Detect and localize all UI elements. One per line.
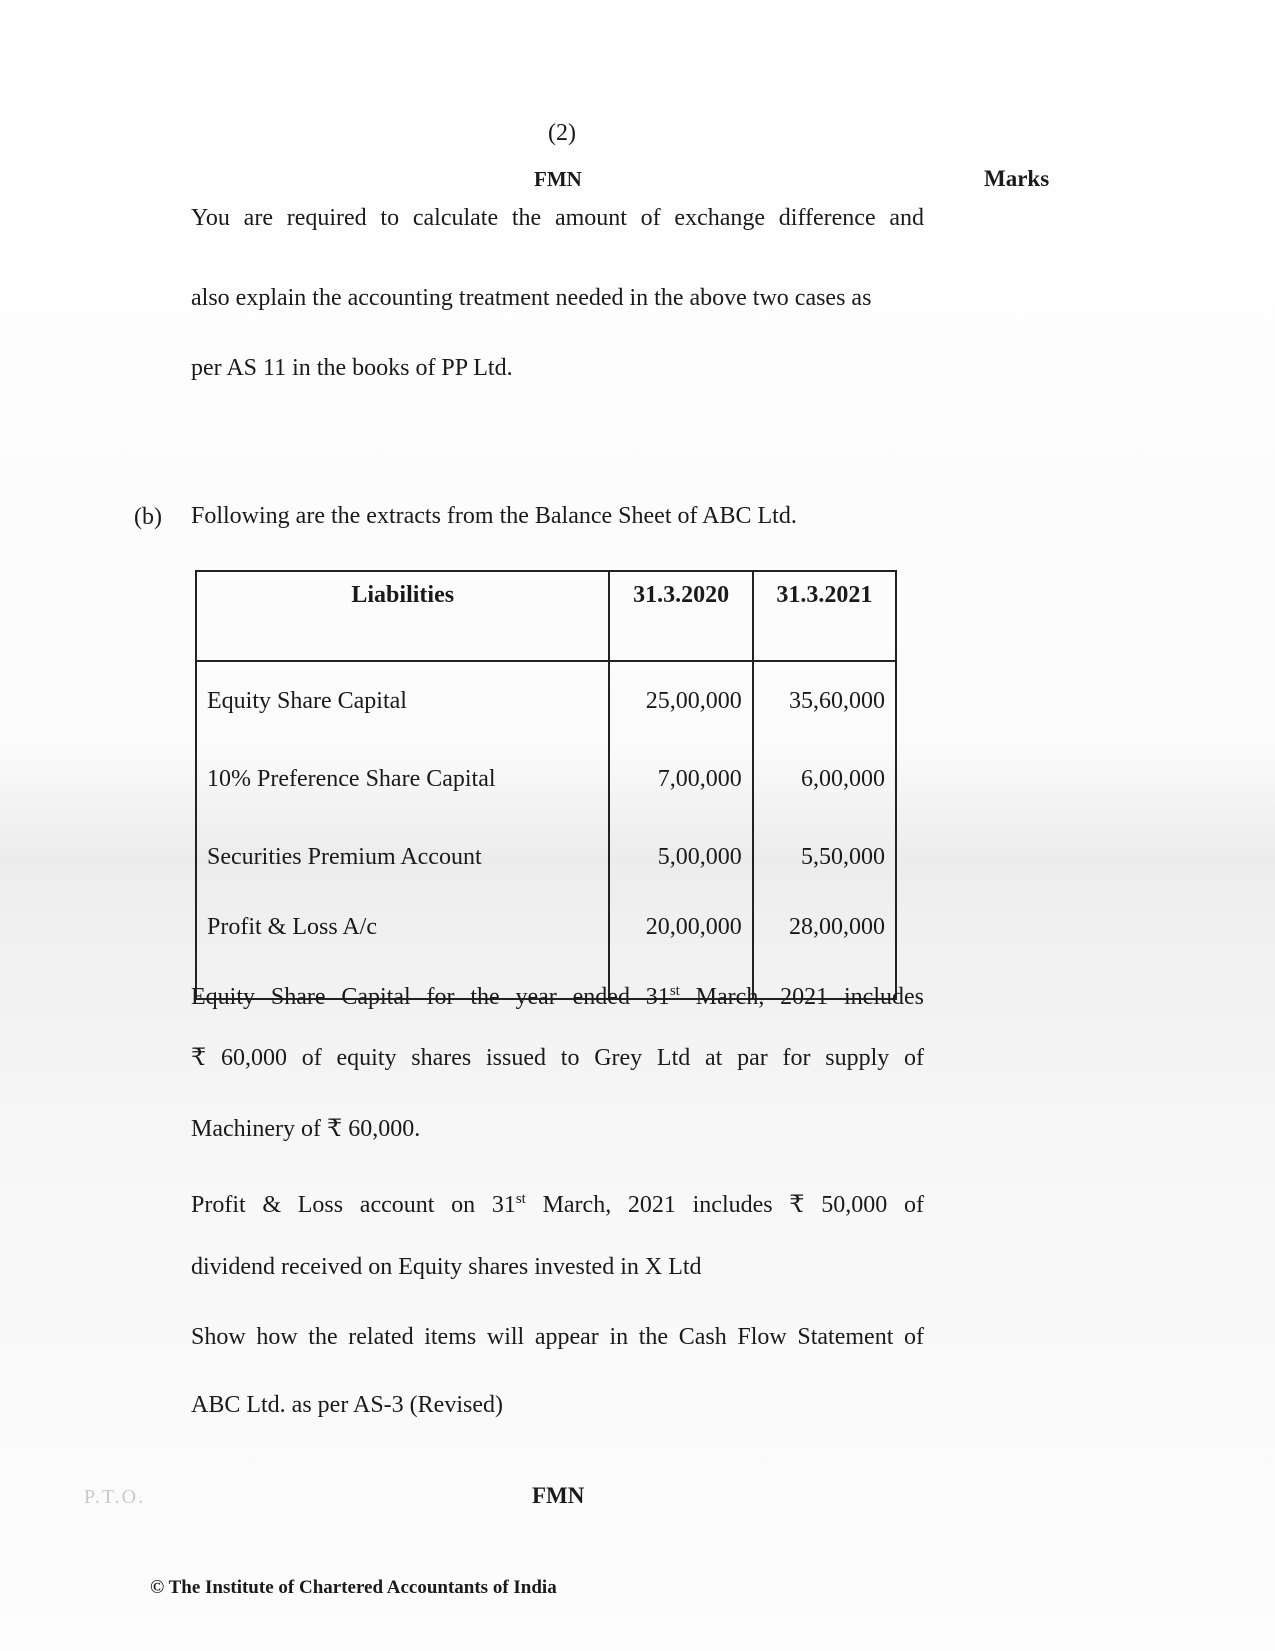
paper-code-footer: FMN [532,1483,585,1508]
note2-line-1: Profit & Loss account on 31st March, 2021 includes ₹ 50,000 of [191,1191,924,1218]
header-year-2021: 31.3.2021 [753,571,896,661]
table-row [196,818,896,896]
note1-line-1: Equity Share Capital for the year ended 31st March, 2021 includes [191,983,924,1010]
part-a-line-2: also explain the accounting treatment needed in the above two cases as [191,285,872,311]
copyright-footer: © The Institute of Chartered Accountants of India [150,1577,557,1598]
part-b-intro: Following are the extracts from the Balance Sheet of ABC Ltd. [191,503,797,529]
row-value-2020: 20,00,000 [609,896,752,999]
row-label: Securities Premium Account [196,818,609,896]
row-value-2020: 5,00,000 [609,818,752,896]
row-value-2021: 28,00,000 [753,896,896,999]
question-line-1: Show how the related items will appear in the Cash Flow Statement of [191,1324,924,1350]
row-label: Equity Share Capital [196,661,609,740]
row-value-2020: 25,00,000 [609,661,752,740]
row-value-2020: 7,00,000 [609,740,752,818]
note2-line-2: dividend received on Equity shares invested in X Ltd [191,1254,702,1280]
pto-mark: P.T.O. [84,1486,146,1508]
table-row [196,740,896,818]
note1-line-3: Machinery of ₹ 60,000. [191,1116,421,1142]
note1-line-2: ₹ 60,000 of equity shares issued to Grey Ltd at par for supply of [191,1045,924,1071]
part-a-line-3: per AS 11 in the books of PP Ltd. [191,355,513,381]
marks-column-header: Marks [984,166,1050,191]
row-value-2021: 6,00,000 [753,740,896,818]
row-label: 10% Preference Share Capital [196,740,609,818]
table-header-row [196,571,896,661]
paper-code-header: FMN [534,167,582,191]
row-value-2021: 5,50,000 [753,818,896,896]
row-value-2021: 35,60,000 [753,661,896,740]
part-a-line-1: You are required to calculate the amount of exchange difference and [191,205,924,231]
header-year-2020: 31.3.2020 [609,571,752,661]
page-number: (2) [548,120,576,146]
question-label-b: (b) [134,504,162,530]
header-liabilities: Liabilities [196,571,609,661]
balance-sheet-table [195,570,897,1000]
row-label: Profit & Loss A/c [196,896,609,999]
question-line-2: ABC Ltd. as per AS-3 (Revised) [191,1392,503,1418]
table-row [196,661,896,740]
